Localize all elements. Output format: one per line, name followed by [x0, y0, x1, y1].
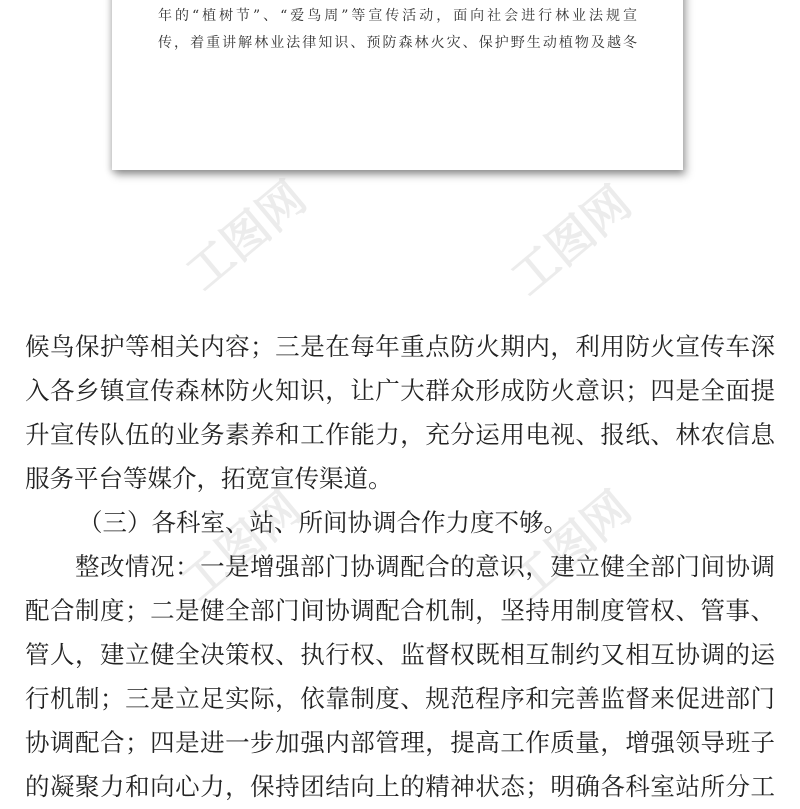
watermark: 工图网	[500, 480, 642, 611]
section-heading: （三）各科室、站、所间协调合作力度不够。	[78, 508, 568, 537]
watermark: 工图网	[500, 175, 642, 306]
paragraph-line: 升宣传队伍的业务素养和工作能力，充分运用电视、报纸、林农信息	[25, 420, 775, 449]
card-text-line: 传，着重讲解林业法律知识、预防森林火灾、保护野生动植物及越冬	[158, 35, 637, 51]
paragraph-line: 管人，建立健全决策权、执行权、监督权既相互制约又相互协调的运	[25, 640, 775, 669]
paragraph-line: 候鸟保护等相关内容；三是在每年重点防火期内，利用防火宣传车深	[25, 332, 775, 361]
paragraph-line: 服务平台等媒介，拓宽宣传渠道。	[25, 464, 393, 493]
card-text-line: 年的“植树节”、“爱鸟周”等宣传活动，面向社会进行林业法规宣	[158, 8, 637, 24]
paragraph-line: 入各乡镇宣传森林防火知识，让广大群众形成防火意识；四是全面提	[25, 376, 775, 405]
watermark: 工图网	[175, 170, 317, 301]
paragraph-line: 配合制度；二是健全部门间协调配合机制，坚持用制度管权、管事、	[25, 596, 775, 625]
paragraph-line: 的凝聚力和向心力，保持团结向上的精神状态；明确各科室站所分工	[25, 772, 775, 801]
paragraph-line: 协调配合；四是进一步加强内部管理，提高工作质量，增强领导班子	[25, 728, 775, 757]
paragraph-line: 整改情况：一是增强部门协调配合的意识，建立健全部门间协调	[75, 552, 775, 581]
paragraph-line: 行机制；三是立足实际，依靠制度、规范程序和完善监督来促进部门	[25, 684, 775, 713]
watermark: 工图网	[170, 480, 312, 611]
